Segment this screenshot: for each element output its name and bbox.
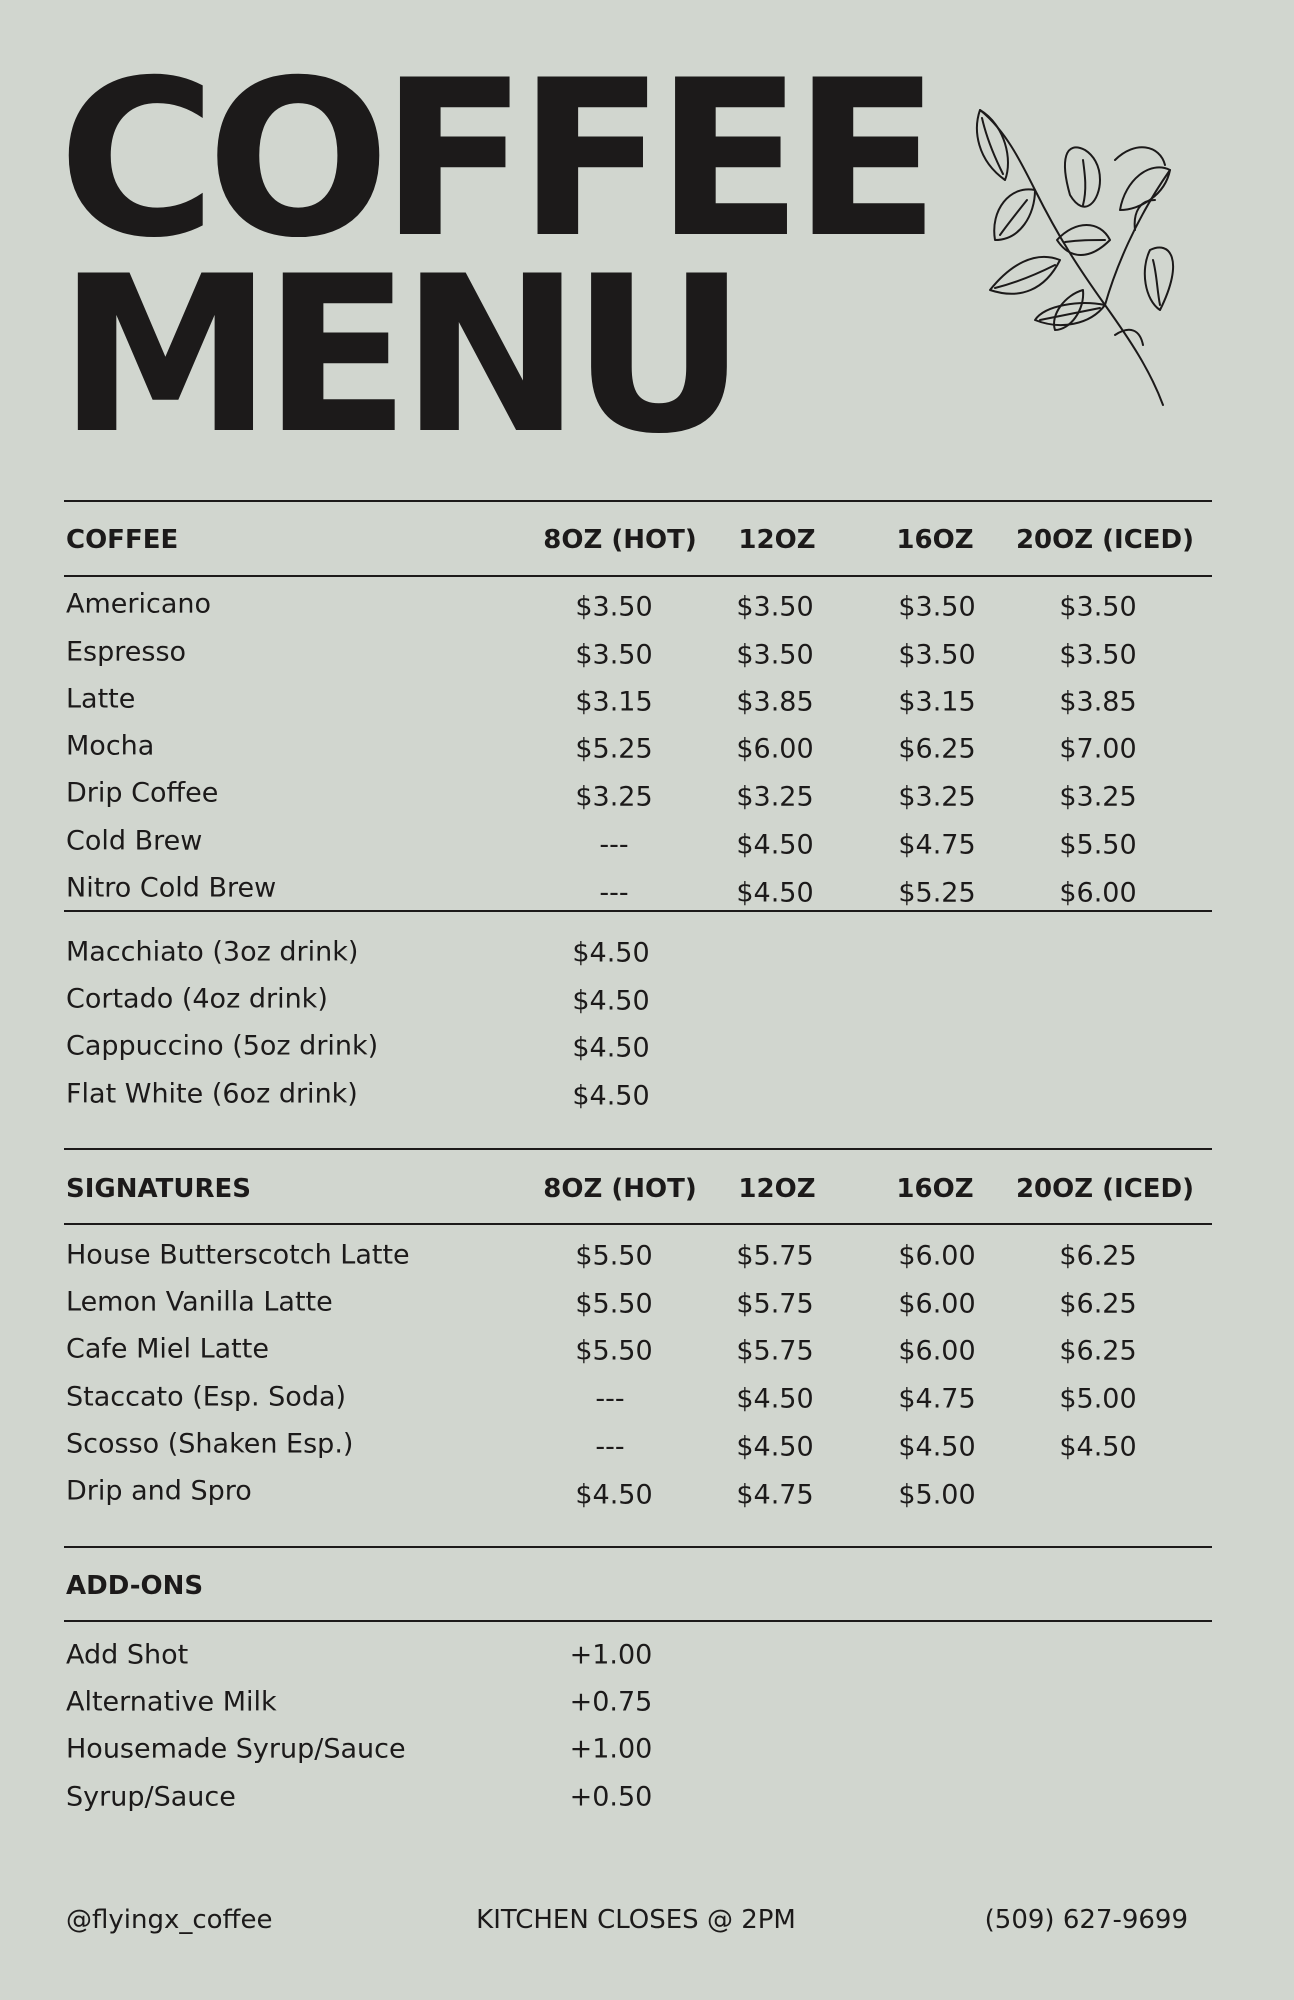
item-name: Cappuccino (5oz drink) (66, 1030, 379, 1062)
item-price: $3.50 (898, 639, 976, 671)
item-name: Drip and Spro (66, 1475, 252, 1507)
item-price: $3.50 (898, 591, 976, 623)
item-price: $5.25 (575, 733, 653, 765)
item-name: Cold Brew (66, 825, 203, 857)
item-price: $4.50 (1059, 1431, 1137, 1463)
menu-title-coffee: COFFEE (58, 34, 931, 285)
item-name: Cortado (4oz drink) (66, 983, 328, 1015)
item-price: $4.50 (736, 1431, 814, 1463)
item-price: $5.00 (898, 1479, 976, 1511)
item-name: Mocha (66, 730, 155, 762)
item-price: $4.50 (898, 1431, 976, 1463)
menu-title-menu: MENU (58, 230, 737, 481)
item-price: $4.50 (572, 1080, 650, 1112)
divider (64, 1223, 1212, 1225)
column-header-20oz: 20OZ (ICED) (1015, 525, 1195, 555)
divider (64, 575, 1212, 577)
item-price: $5.75 (736, 1288, 814, 1320)
item-price: $5.00 (1059, 1383, 1137, 1415)
column-header-16oz: 16OZ (896, 525, 974, 555)
item-price: $6.25 (1059, 1288, 1137, 1320)
item-price: +1.00 (569, 1733, 653, 1765)
item-price: $5.50 (575, 1335, 653, 1367)
item-price: $5.75 (736, 1335, 814, 1367)
item-price: --- (595, 1383, 625, 1415)
item-price: $4.75 (898, 829, 976, 861)
item-name: Nitro Cold Brew (66, 872, 277, 904)
item-price: $4.50 (572, 937, 650, 969)
item-price: $4.50 (736, 877, 814, 909)
item-price: $4.50 (736, 829, 814, 861)
item-name: Alternative Milk (66, 1686, 277, 1718)
coffee-section-heading: COFFEE (66, 525, 179, 555)
column-header-16oz: 16OZ (896, 1174, 974, 1204)
item-name: House Butterscotch Latte (66, 1239, 410, 1271)
item-name: Housemade Syrup/Sauce (66, 1733, 406, 1765)
column-header-20oz: 20OZ (ICED) (1015, 1174, 1195, 1204)
item-price: $4.50 (575, 1479, 653, 1511)
item-name: Drip Coffee (66, 777, 219, 809)
item-price: $6.25 (898, 733, 976, 765)
item-price: $4.75 (898, 1383, 976, 1415)
kitchen-hours-notice: KITCHEN CLOSES @ 2PM (476, 1905, 796, 1935)
item-name: Flat White (6oz drink) (66, 1078, 358, 1110)
item-price: $3.50 (1059, 639, 1137, 671)
column-header-12oz: 12OZ (738, 525, 816, 555)
item-name: Add Shot (66, 1639, 189, 1671)
column-header-8oz: 8OZ (HOT) (543, 1174, 697, 1204)
divider (64, 1148, 1212, 1150)
item-price: $3.50 (575, 591, 653, 623)
item-price: $5.50 (1059, 829, 1137, 861)
divider (64, 1620, 1212, 1622)
divider (64, 910, 1212, 912)
item-name: Cafe Miel Latte (66, 1333, 269, 1365)
item-price: $7.00 (1059, 733, 1137, 765)
item-price: +1.00 (569, 1639, 653, 1671)
item-price: --- (599, 829, 629, 861)
divider (64, 1546, 1212, 1548)
item-price: $5.50 (575, 1288, 653, 1320)
item-price: $3.25 (736, 781, 814, 813)
item-name: Latte (66, 683, 136, 715)
item-name: Staccato (Esp. Soda) (66, 1381, 347, 1413)
item-name: Americano (66, 588, 212, 620)
item-price: $4.50 (736, 1383, 814, 1415)
item-price: $4.50 (572, 985, 650, 1017)
item-price: $3.25 (1059, 781, 1137, 813)
item-price: +0.75 (569, 1686, 653, 1718)
item-price: $3.50 (736, 591, 814, 623)
item-price: $6.00 (1059, 877, 1137, 909)
addons-section-heading: ADD-ONS (66, 1571, 204, 1601)
item-price: +0.50 (569, 1781, 653, 1813)
item-name: Lemon Vanilla Latte (66, 1286, 333, 1318)
item-price: $6.00 (898, 1240, 976, 1272)
item-price: $5.50 (575, 1240, 653, 1272)
item-name: Scosso (Shaken Esp.) (66, 1428, 354, 1460)
item-price: --- (595, 1431, 625, 1463)
item-name: Syrup/Sauce (66, 1781, 236, 1813)
column-header-12oz: 12OZ (738, 1174, 816, 1204)
item-price: $4.50 (572, 1032, 650, 1064)
column-header-8oz: 8OZ (HOT) (543, 525, 697, 555)
item-price: --- (599, 877, 629, 909)
item-price: $3.15 (575, 686, 653, 718)
item-price: $3.50 (736, 639, 814, 671)
social-handle: @flyingx_coffee (66, 1905, 273, 1935)
item-price: $6.25 (1059, 1240, 1137, 1272)
item-price: $6.25 (1059, 1335, 1137, 1367)
item-price: $3.85 (736, 686, 814, 718)
divider (64, 500, 1212, 502)
item-price: $3.15 (898, 686, 976, 718)
leaf-sprig-icon (965, 100, 1185, 415)
signatures-section-heading: SIGNATURES (66, 1174, 251, 1204)
item-price: $3.50 (575, 639, 653, 671)
item-price: $5.75 (736, 1240, 814, 1272)
item-name: Macchiato (3oz drink) (66, 936, 359, 968)
item-price: $3.25 (575, 781, 653, 813)
item-price: $3.25 (898, 781, 976, 813)
item-price: $5.25 (898, 877, 976, 909)
item-price: $4.75 (736, 1479, 814, 1511)
item-price: $3.50 (1059, 591, 1137, 623)
phone-number: (509) 627-9699 (984, 1905, 1188, 1935)
item-name: Espresso (66, 636, 187, 668)
item-price: $6.00 (736, 733, 814, 765)
item-price: $3.85 (1059, 686, 1137, 718)
item-price: $6.00 (898, 1335, 976, 1367)
item-price: $6.00 (898, 1288, 976, 1320)
